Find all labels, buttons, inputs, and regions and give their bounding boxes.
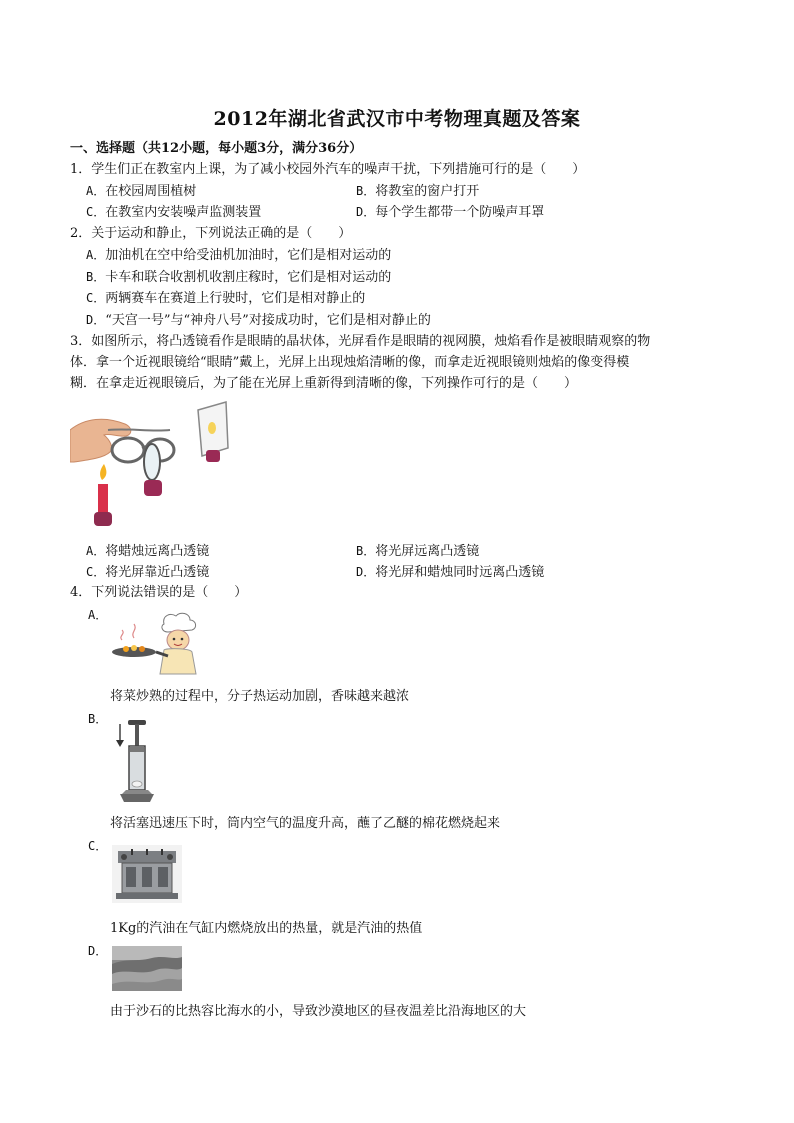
- question-1-option-a: A．在校园周围植树: [86, 184, 197, 199]
- question-3-option-c: C．将光屏靠近凸透镜: [86, 565, 210, 580]
- question-2-option-b: B．卡车和联合收割机收割庄稼时，它们是相对运动的: [86, 270, 392, 285]
- lens-experiment-illustration: [70, 400, 240, 532]
- desert-sand-photo: [112, 946, 182, 991]
- question-4-option-d-text: 由于沙石的比热容比海水的小，导致沙漠地区的昼夜温差比沿海地区的大: [110, 1004, 527, 1019]
- question-2-option-d: D．“天宫一号”与“神舟八号”对接成功时，它们是相对静止的: [86, 313, 431, 328]
- question-3-option-d: D．将光屏和蜡烛同时远离凸透镜: [356, 565, 545, 580]
- question-3-option-a: A．将蜡烛远离凸透镜: [86, 544, 210, 559]
- question-3-stem-line-3: 糊．在拿走近视眼镜后，为了能在光屏上重新得到清晰的像，下列操作可行的是（ ）: [70, 376, 578, 391]
- question-4-option-b-label: B．: [88, 712, 108, 726]
- air-compression-piston-illustration: [112, 716, 158, 806]
- question-3-stem-line-2: 体．拿一个近视眼镜给“眼睛”戴上，光屏上出现烛焰清晰的像，而拿走近视眼镜则烛焰的像变得模: [70, 355, 630, 370]
- question-4-option-d-label: D．: [88, 944, 108, 958]
- question-1-option-d: D．每个学生都带一个防噪声耳罩: [356, 205, 545, 220]
- question-2-option-a: A．加油机在空中给受油机加油时，它们是相对运动的: [86, 248, 392, 263]
- question-3-stem-line-1: 3．如图所示，将凸透镜看作是眼睛的晶状体，光屏看作是眼睛的视网膜，烛焰看作是被眼睛观察的物: [70, 334, 651, 349]
- question-4-option-c-label: C．: [88, 839, 108, 853]
- question-4-option-c-text: 1Kg的汽油在气缸内燃烧放出的热量，就是汽油的热值: [110, 921, 423, 936]
- question-1-option-c: C．在教室内安装噪声监测装置: [86, 205, 262, 220]
- question-3-option-b: B．将光屏远离凸透镜: [356, 544, 480, 559]
- question-4-option-a-text: 将菜炒熟的过程中，分子热运动加剧，香味越来越浓: [110, 689, 410, 704]
- chef-cooking-illustration: [108, 612, 210, 678]
- engine-cylinder-photo: [112, 845, 182, 903]
- page-title: 2012年湖北省武汉市中考物理真题及答案: [213, 108, 581, 130]
- question-1-option-b: B．将教室的窗户打开: [356, 184, 480, 199]
- question-4-option-b-text: 将活塞迅速压下时，筒内空气的温度升高，蘸了乙醚的棉花燃烧起来: [110, 816, 501, 831]
- question-4-stem: 4．下列说法错误的是（ ）: [70, 585, 248, 600]
- question-2-stem: 2．关于运动和静止，下列说法正确的是（ ）: [70, 226, 352, 241]
- question-2-option-c: C．两辆赛车在赛道上行驶时，它们是相对静止的: [86, 291, 366, 306]
- section-heading: 一、选择题（共12小题，每小题3分，满分36分）: [70, 141, 363, 156]
- question-1-stem: 1．学生们正在教室内上课，为了减小校园外汽车的噪声干扰，下列措施可行的是（ ）: [70, 162, 586, 177]
- question-4-option-a-label: A．: [88, 608, 108, 622]
